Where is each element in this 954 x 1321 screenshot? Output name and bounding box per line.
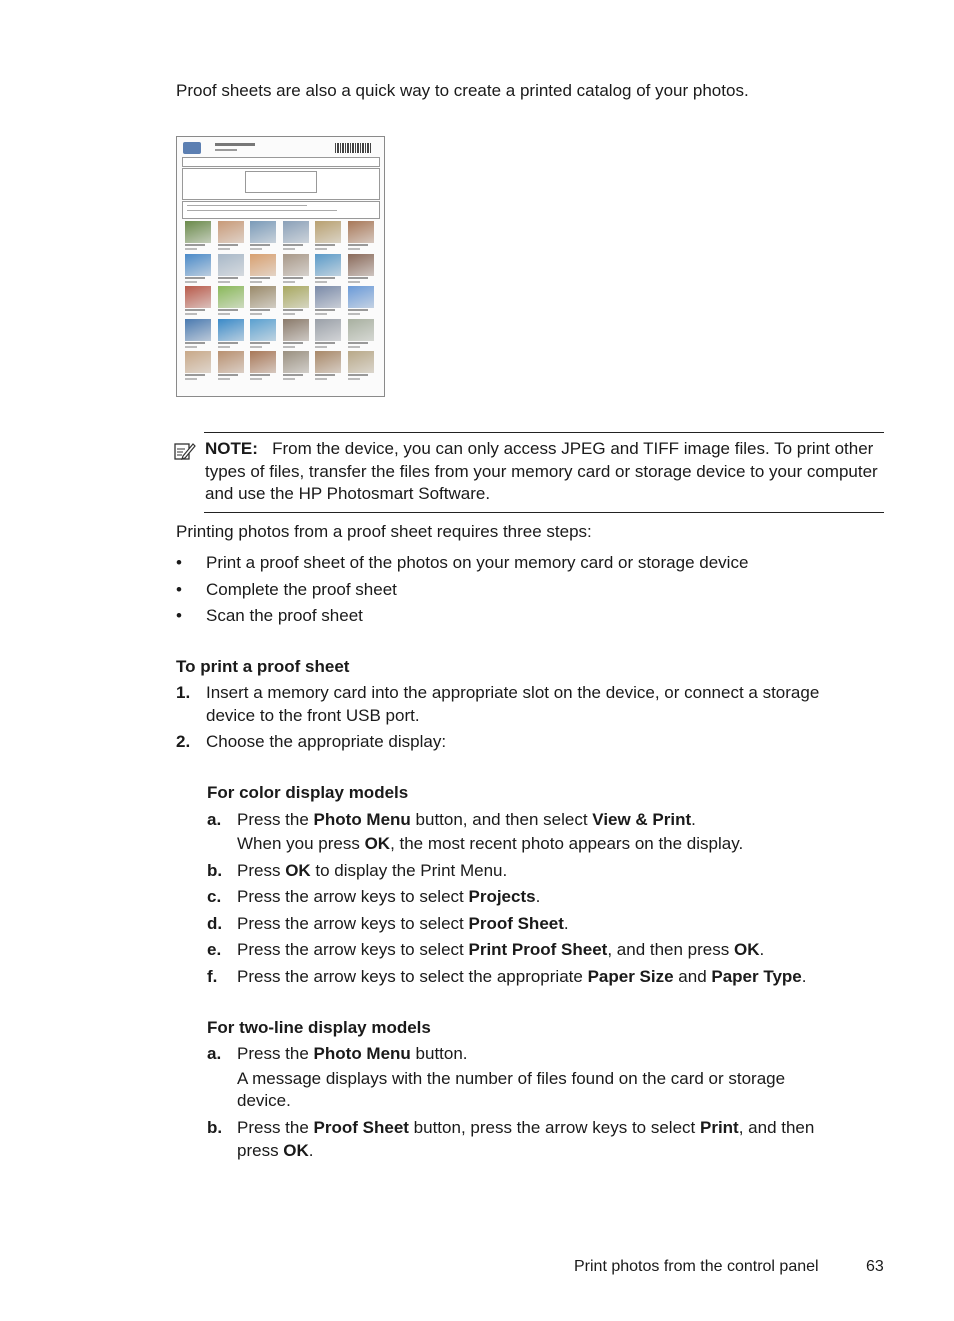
proof-thumbnail <box>283 286 313 316</box>
proof-thumbnail <box>315 319 345 349</box>
proof-thumbnail <box>348 286 378 316</box>
note-pencil-icon <box>174 441 196 461</box>
proof-thumbnail <box>185 351 215 381</box>
twoline-step-a-detail-2: device. <box>237 1091 291 1110</box>
twoline-step-a: Press the Photo Menu button. <box>237 1044 468 1063</box>
proof-thumbnail <box>348 319 378 349</box>
color-display-heading: For color display models <box>207 783 409 802</box>
proof-thumbnail <box>250 351 280 381</box>
step-number: 2. <box>176 732 191 751</box>
bullet-item: Print a proof sheet of the photos on your memory card or storage device <box>206 553 749 572</box>
twoline-step-b-detail: press OK. <box>237 1141 314 1160</box>
proof-thumbnail <box>315 221 345 251</box>
color-step-f: Press the arrow keys to select the appropriate Paper Size and Paper Type. <box>237 967 807 986</box>
proof-thumbnail-grid <box>185 221 377 381</box>
color-step-a-detail: When you press OK, the most recent photo appears on the display. <box>237 834 744 853</box>
two-line-display-heading: For two-line display models <box>207 1018 431 1037</box>
substep-letter: b. <box>207 1118 223 1137</box>
twoline-step-b: Press the Proof Sheet button, press the arrow keys to select Print, and then <box>237 1118 815 1137</box>
proof-thumbnail <box>185 286 215 316</box>
substep-letter: f. <box>207 967 218 986</box>
bullet-icon: • <box>176 606 182 625</box>
proof-thumbnail <box>185 254 215 284</box>
substep-letter: a. <box>207 810 222 829</box>
proof-thumbnail <box>250 286 280 316</box>
proof-thumbnail <box>218 351 248 381</box>
note-rule-top <box>204 432 884 433</box>
bullet-item: Complete the proof sheet <box>206 580 397 599</box>
proof-thumbnail <box>283 319 313 349</box>
bullet-item: Scan the proof sheet <box>206 606 363 625</box>
color-step-c: Press the arrow keys to select Projects. <box>237 887 541 906</box>
proof-thumbnail <box>250 319 280 349</box>
barcode-icon <box>335 143 371 153</box>
color-step-d: Press the arrow keys to select Proof Sheet. <box>237 914 569 933</box>
substep-letter: d. <box>207 914 223 933</box>
proof-thumbnail <box>250 221 280 251</box>
color-step-b: Press OK to display the Print Menu. <box>237 861 508 880</box>
footer-section-title: Print photos from the control panel <box>574 1258 819 1275</box>
proof-thumbnail <box>348 221 378 251</box>
proof-thumbnail <box>218 254 248 284</box>
procedure-heading: To print a proof sheet <box>176 657 350 676</box>
proof-thumbnail <box>315 286 345 316</box>
substep-letter: e. <box>207 940 222 959</box>
proof-thumbnail <box>315 351 345 381</box>
step1-line2: device to the front USB port. <box>206 706 420 725</box>
proof-thumbnail <box>315 254 345 284</box>
substep-letter: b. <box>207 861 223 880</box>
note-label: NOTE: <box>205 439 258 458</box>
step-number: 1. <box>176 683 191 702</box>
proof-thumbnail <box>348 254 378 284</box>
proof-thumbnail <box>250 254 280 284</box>
proof-thumbnail <box>218 286 248 316</box>
proof-thumbnail <box>283 221 313 251</box>
substep-letter: c. <box>207 887 222 906</box>
intro-paragraph: Proof sheets are also a quick way to create a printed catalog of your photos. <box>176 81 749 100</box>
steps-intro: Printing photos from a proof sheet requires three steps: <box>176 522 592 541</box>
color-step-e: Press the arrow keys to select Print Proof Sheet, and then press OK. <box>237 940 765 959</box>
proof-thumbnail <box>185 319 215 349</box>
proof-thumbnail <box>348 351 378 381</box>
proof-thumbnail <box>283 254 313 284</box>
proof-thumbnail <box>218 319 248 349</box>
page-number: 63 <box>866 1258 884 1275</box>
color-step-a: Press the Photo Menu button, and then select View & Print. <box>237 810 696 829</box>
note-body: From the device, you can only access JPEG and TIFF image files. To print other types of files, transfer the files from your memory card or storage device to your computer and use the HP Photosmart Software. <box>205 439 878 503</box>
bullet-icon: • <box>176 580 182 599</box>
proof-thumbnail <box>218 221 248 251</box>
substep-letter: a. <box>207 1044 222 1063</box>
step1-line1: Insert a memory card into the appropriate slot on the device, or connect a storage <box>206 683 820 702</box>
proof-thumbnail <box>185 221 215 251</box>
proof-thumbnail <box>283 351 313 381</box>
step2-text: Choose the appropriate display: <box>206 732 447 751</box>
note-rule-bottom <box>204 512 884 513</box>
bullet-icon: • <box>176 553 182 572</box>
note-text <box>205 438 885 506</box>
twoline-step-a-detail-1: A message displays with the number of files found on the card or storage <box>237 1069 786 1088</box>
proof-sheet-image <box>176 136 385 397</box>
hp-logo-icon <box>183 142 201 154</box>
